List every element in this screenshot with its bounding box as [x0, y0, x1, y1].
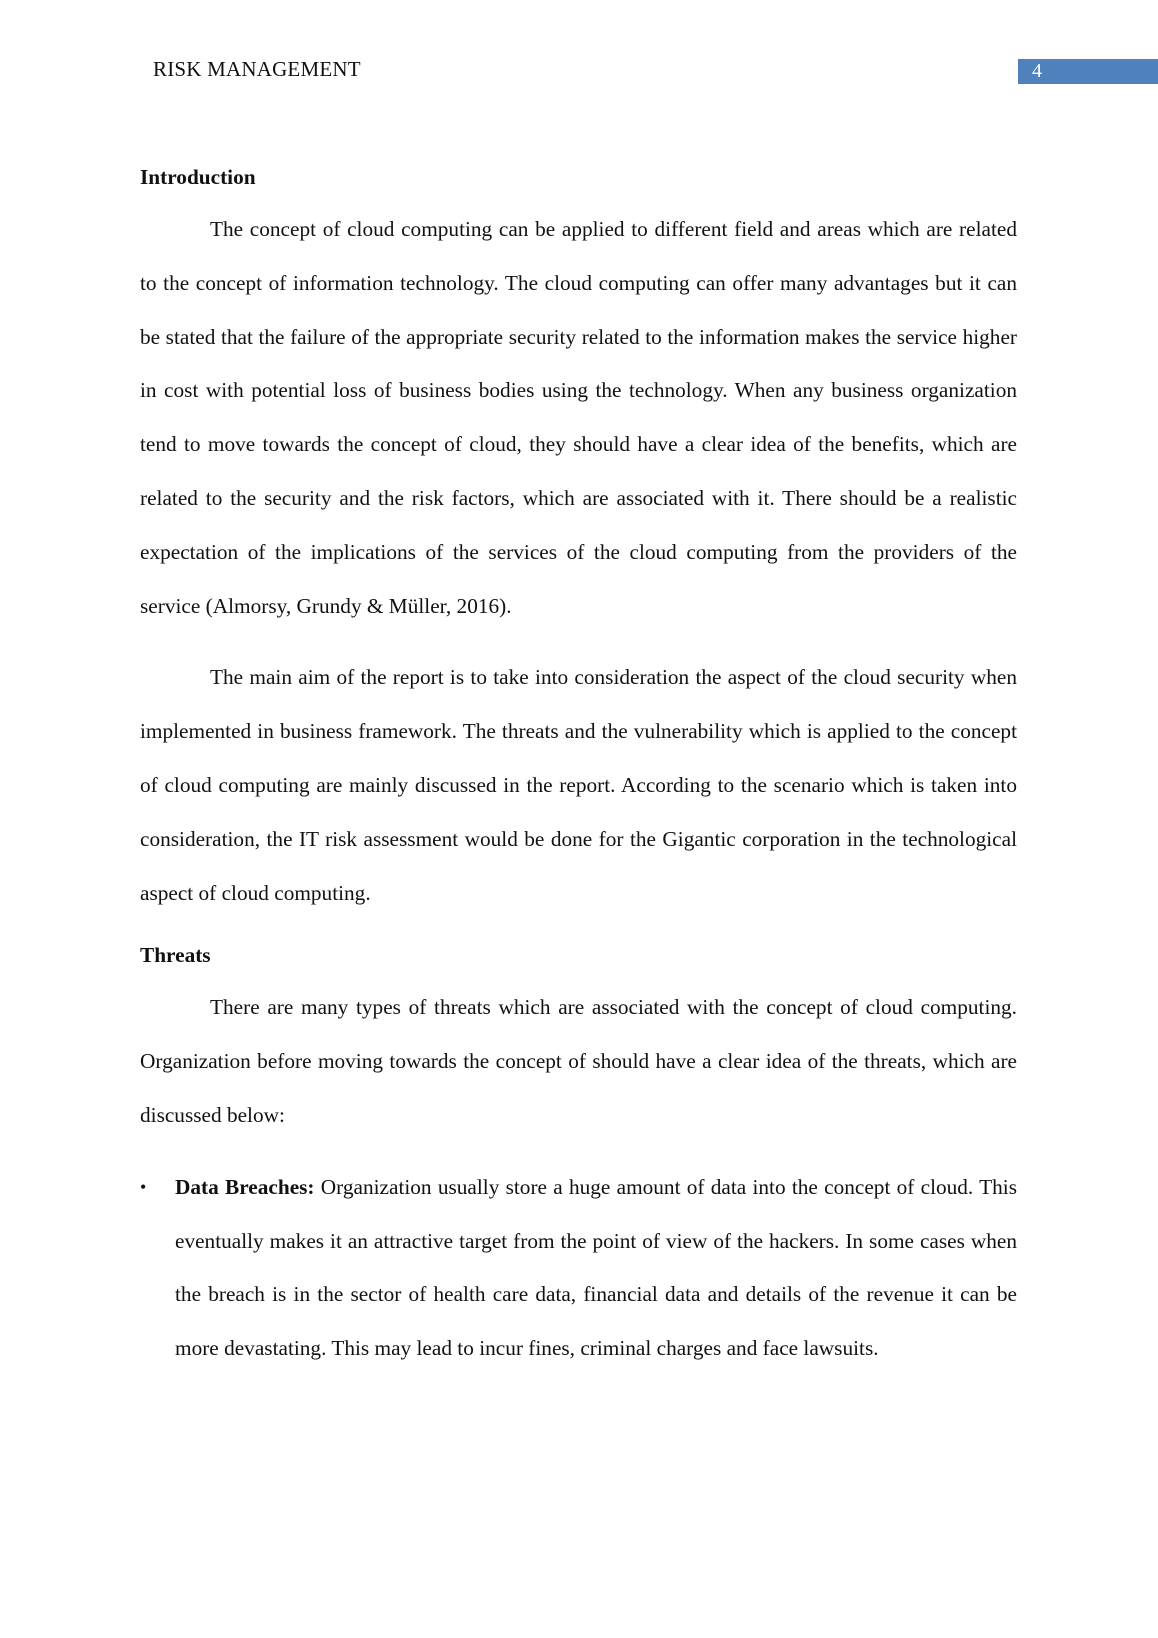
- page-number: 4: [1032, 60, 1042, 82]
- bullet-icon: •: [140, 1176, 147, 1197]
- paragraph-introduction-2: The main aim of the report is to take into consideration the aspect of the cloud security when implemented in business framework. The threats and the vulnerability which is applied to the concept of cloud computing are mainly discussed in the report. According to the scenario which is taken into consideration, the IT risk assessment would be done for the Gigantic corporation in the technological aspect of cloud computing.: [140, 665, 1017, 905]
- running-header-title: RISK MANAGEMENT: [153, 57, 361, 81]
- paragraph-threats-intro: There are many types of threats which are associated with the concept of cloud computing. Organization before moving towards the concept of should have a clear idea of the threats, which are discussed below:: [140, 995, 1017, 1127]
- document-body: [140, 160, 1017, 1376]
- page-number-box: [1018, 59, 1158, 84]
- paragraph-introduction-1: The concept of cloud computing can be applied to different field and areas which are related to the concept of information technology. The cloud computing can offer many advantages but it can be stated that the failure of the appropriate security related to the information makes the service higher in cost with potential loss of business bodies using the technology. When any business organization tend to move towards the concept of cloud, they should have a clear idea of the benefits, which are related to the security and the risk factors, which are associated with it. There should be a realistic expectation of the implications of the services of the cloud computing from the providers of the service (Almorsy, Grundy & Müller, 2016).: [140, 217, 1017, 618]
- list-item: [140, 1161, 1017, 1376]
- bullet-term: Data Breaches:: [175, 1174, 315, 1199]
- section-heading-introduction: Introduction: [140, 165, 256, 189]
- bullet-text: Organization usually store a huge amount of data into the concept of cloud. This eventually makes it an attractive target from the point of view of the hackers. In some cases when the breach is in the sector of health care data, financial data and details of the revenue it can be more devastating. This may lead to incur fines, criminal charges and face lawsuits.: [175, 1174, 1017, 1361]
- section-heading-threats: Threats: [140, 943, 211, 968]
